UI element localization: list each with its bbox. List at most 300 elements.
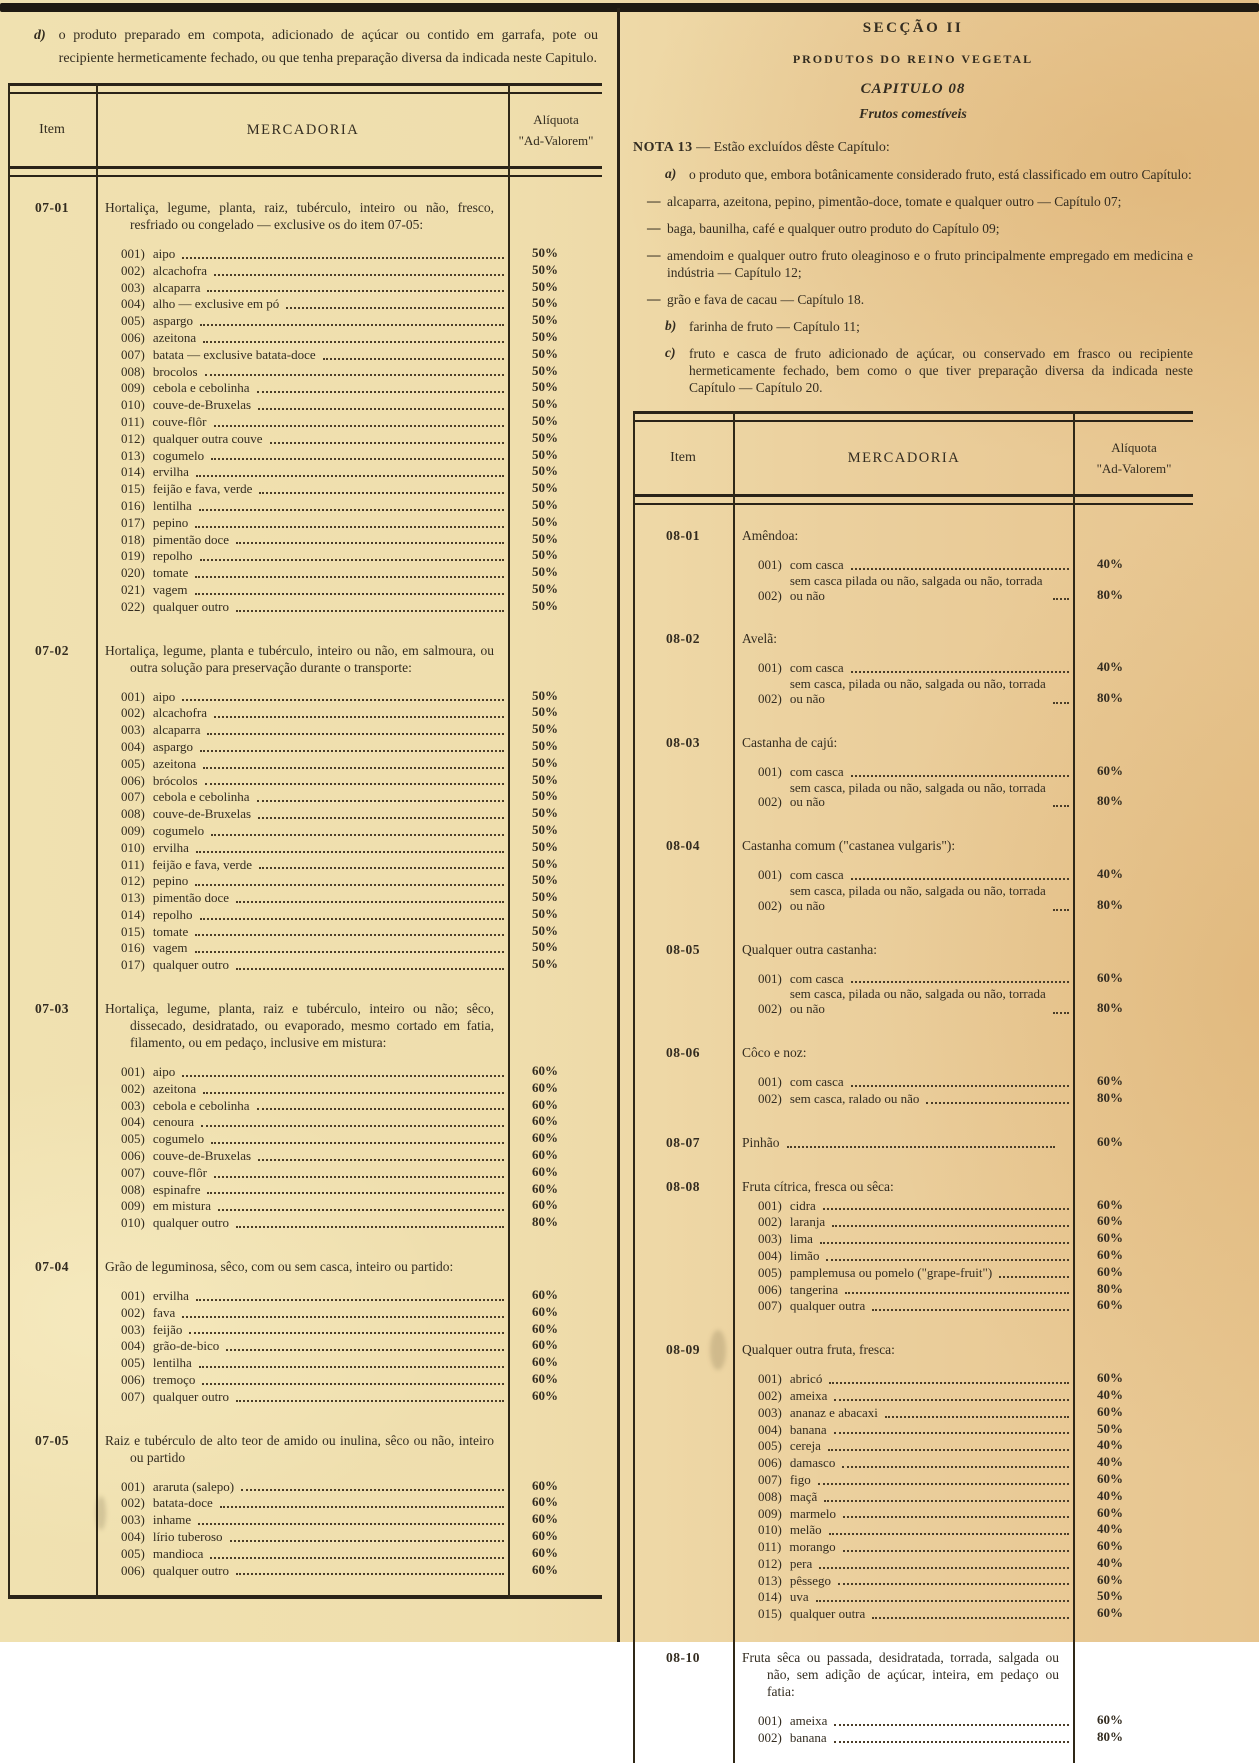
column-header-mercadoria: MERCADORIA	[847, 449, 961, 466]
entry-rate: 80%	[1097, 1280, 1123, 1296]
entry-rate: 50%	[532, 278, 558, 294]
nota-item	[633, 166, 1193, 183]
entry-name: batata-doce	[152, 1495, 213, 1511]
entry-number: 013)	[758, 1572, 782, 1588]
nota-item-label: —	[647, 193, 661, 208]
item-rate: 60%	[1097, 1133, 1123, 1149]
entry-name: qualquer outro	[152, 598, 230, 614]
item-description: Raiz e tubérculo de alto teor de amido ou inulina, sêco ou não, inteiro ou partido	[105, 1432, 494, 1465]
entry-rate: 60%	[1097, 1712, 1123, 1728]
table-entry-row	[8, 599, 602, 615]
entry-rate: 60%	[1097, 1072, 1123, 1088]
entry-number: 009)	[758, 1505, 782, 1521]
entry-rate: 60%	[532, 1197, 558, 1213]
entry-number: 007)	[121, 1388, 145, 1404]
entry-rate: 60%	[1097, 1297, 1123, 1313]
left-table-body	[8, 199, 602, 1595]
table-entry-row	[8, 464, 602, 480]
entry-number: 015)	[758, 1606, 782, 1622]
item-description: Hortaliça, legume, planta e tubérculo, inteiro ou não, em salmoura, ou outra solução para preservação durante o transporte:	[105, 642, 494, 675]
entry-number: 020)	[121, 565, 145, 581]
item-code: 08-08	[666, 1178, 700, 1194]
entry-rate: 60%	[532, 1287, 558, 1303]
entry-name: tangerina	[789, 1281, 839, 1297]
table-entry-row	[8, 1512, 602, 1528]
entry-rate: 50%	[532, 295, 558, 311]
item-code: 08-02	[666, 631, 700, 647]
table-entry-row	[8, 1322, 602, 1338]
entry-number: 019)	[121, 548, 145, 564]
entry-number: 002)	[121, 705, 145, 721]
entry-rate: 80%	[1097, 586, 1123, 602]
entry-name: ervilha	[152, 1288, 189, 1304]
item-description: Castanha de cajú:	[742, 734, 838, 750]
table-entry-row	[8, 263, 602, 279]
table-entry-row	[8, 347, 602, 363]
table-top-rule	[633, 411, 1193, 422]
table-entry-row	[8, 890, 602, 906]
table-entry-row	[8, 857, 602, 873]
table-entry-row	[633, 1556, 1193, 1572]
entry-rate: 60%	[532, 1387, 558, 1403]
entry-number: 004)	[121, 738, 145, 754]
entry-rate: 50%	[532, 597, 558, 613]
dot-leader	[816, 1599, 1069, 1602]
entry-number: 003)	[121, 722, 145, 738]
dot-leader	[182, 1315, 504, 1318]
entry-name: cogumelo	[152, 822, 205, 838]
entry-number: 002)	[758, 690, 782, 706]
table-section-row	[633, 630, 1193, 647]
entry-number: 001)	[758, 1371, 782, 1387]
entry-rate: 50%	[532, 261, 558, 277]
entry-name: araruta (salepo)	[152, 1478, 235, 1494]
entry-rate: 60%	[532, 1147, 558, 1163]
entry-name: marmelo	[789, 1505, 837, 1521]
nota-13-heading	[633, 140, 1193, 156]
entry-name: azeitona	[152, 329, 197, 345]
entry-rate: 40%	[1097, 1487, 1123, 1503]
item-description: Qualquer outra castanha:	[742, 941, 877, 957]
nota-item-text: grão e fava de cacau — Capítulo 18.	[667, 292, 865, 307]
entry-name: aspargo	[152, 313, 194, 329]
table-entry-row	[8, 1355, 602, 1371]
entry-name: aipo	[152, 1064, 176, 1080]
entry-name: ameixa	[789, 1713, 828, 1729]
entry-name: couve-flôr	[152, 1164, 207, 1180]
table-entry-row	[8, 330, 602, 346]
dot-leader	[1053, 597, 1069, 600]
table-entry-row	[8, 532, 602, 548]
entry-rate: 50%	[532, 704, 558, 720]
table-entry-row	[8, 380, 602, 396]
table-section-row	[8, 1000, 602, 1051]
entry-name: com casca	[789, 1073, 844, 1089]
entry-rate: 60%	[532, 1371, 558, 1387]
table-entry-row	[8, 823, 602, 839]
dot-leader	[824, 1499, 1069, 1502]
entry-name: repolho	[152, 906, 193, 922]
section-subtitle: PRODUTOS DO REINO VEGETAL	[792, 52, 1034, 66]
nota-item	[633, 193, 1193, 210]
entry-rate: 50%	[532, 838, 558, 854]
entry-rate: 60%	[532, 1354, 558, 1370]
entry-name: feijão e fava, verde	[152, 856, 252, 872]
entry-rate: 80%	[1097, 793, 1123, 809]
table-entry-row	[633, 867, 1193, 883]
dot-leader	[259, 491, 504, 494]
entry-rate: 40%	[1097, 659, 1123, 675]
table-entry-row	[8, 515, 602, 531]
dot-leader	[851, 877, 1069, 880]
dot-leader	[210, 1556, 504, 1559]
table-entry-row	[8, 739, 602, 755]
item-code: 08-01	[666, 528, 700, 543]
dot-leader	[926, 1101, 1069, 1104]
item-rate	[510, 1432, 602, 1466]
table-entry-row	[8, 940, 602, 956]
entry-name: cebola e cebolinha	[152, 380, 250, 396]
table-entry-row	[8, 907, 602, 923]
dot-leader	[211, 1141, 504, 1144]
dot-leader	[257, 799, 504, 802]
dot-leader	[851, 567, 1069, 570]
entry-name: cidra	[789, 1197, 816, 1213]
item-description-text: Pinhão	[742, 1134, 780, 1150]
entry-rate: 50%	[532, 855, 558, 871]
column-header-mercadoria: MERCADORIA	[246, 121, 360, 138]
entry-rate: 80%	[1097, 1000, 1123, 1016]
entry-rate: 50%	[532, 412, 558, 428]
table-entry-row	[8, 1131, 602, 1147]
left-column	[8, 24, 602, 1599]
table-entry-row	[8, 756, 602, 772]
entry-rate: 60%	[1097, 1196, 1123, 1212]
entry-rate: 50%	[532, 788, 558, 804]
table-entry-row	[633, 1282, 1193, 1298]
entry-number: 002)	[121, 1080, 145, 1096]
item-code: 08-09	[666, 1342, 700, 1358]
item-description: Hortaliça, legume, planta, raiz e tubérculo, inteiro ou não; sêco, dissecado, desidratado, ou evaporado, mesmo cortado em fatia, filamento, ou em pedaço, inclusive em mistura:	[105, 1001, 494, 1051]
table-entry-row	[633, 1214, 1193, 1230]
dot-leader	[182, 256, 504, 259]
entry-number: 008)	[121, 1181, 145, 1197]
entry-name: morango	[789, 1539, 836, 1555]
entry-rate: 50%	[532, 754, 558, 770]
entry-name: inhame	[152, 1512, 192, 1528]
entry-rate: 60%	[532, 1544, 558, 1560]
entry-name: com casca	[789, 763, 844, 779]
entry-number: 002)	[758, 587, 782, 603]
entry-name: lima	[789, 1231, 813, 1247]
dot-leader	[236, 967, 504, 970]
table-section-row	[8, 199, 602, 233]
entry-name: pepino	[152, 514, 189, 530]
entry-rate: 60%	[1097, 1470, 1123, 1486]
right-table-header	[633, 422, 1193, 494]
table-entry-row	[8, 582, 602, 598]
table-entry-row	[633, 1713, 1193, 1729]
entry-number: 007)	[121, 346, 145, 362]
table-entry-row	[8, 397, 602, 413]
nota-item-text: alcaparra, azeitona, pepino, pimentão-doce, tomate e qualquer outro — Capítulo 07;	[667, 194, 1122, 209]
table-entry-row	[8, 1081, 602, 1097]
dot-leader	[200, 558, 504, 561]
dot-leader	[200, 323, 504, 326]
item-rate	[1075, 837, 1193, 854]
dot-leader	[211, 833, 504, 836]
entry-rate: 60%	[532, 1113, 558, 1129]
table-entry-row	[633, 1265, 1193, 1281]
entry-number: 005)	[121, 313, 145, 329]
table-section-row	[8, 1258, 602, 1275]
intro-paragraph-text: o produto preparado em compota, adicionado de açúcar ou contido em garrafa, pote ou recipiente hermeticamente fechado, ou que tenha preparação diversa da indicada neste Capitulo.	[58, 28, 598, 66]
entry-number: 014)	[121, 906, 145, 922]
entry-number: 022)	[121, 598, 145, 614]
table-entry-row	[633, 781, 1193, 811]
table-entry-row	[633, 1489, 1193, 1505]
nota-item-text: o produto que, embora botânicamente considerado fruto, está classificado em outro Capítulo:	[689, 167, 1192, 182]
dot-leader	[823, 1207, 1069, 1210]
item-rate	[510, 1000, 602, 1051]
entry-rate: 50%	[532, 905, 558, 921]
entry-rate: 60%	[532, 1511, 558, 1527]
table-entry-row	[8, 431, 602, 447]
table-entry-row	[8, 481, 602, 497]
dot-leader	[218, 1208, 504, 1211]
table-section-row	[633, 527, 1193, 544]
entry-name: feijão e fava, verde	[152, 481, 253, 497]
entry-number: 009)	[121, 380, 145, 396]
dot-leader	[1053, 701, 1069, 704]
entry-name: lentilha	[152, 1355, 192, 1371]
entry-number: 005)	[121, 1545, 145, 1561]
entry-name: sem casca, pilada ou não, salgada ou não, torrada ou não	[789, 779, 1046, 810]
table-entry-row	[8, 1495, 602, 1511]
table-section-row	[633, 734, 1193, 751]
table-entry-row	[8, 498, 602, 514]
entry-rate: 60%	[1097, 1213, 1123, 1229]
dot-leader	[211, 457, 504, 460]
entry-number: 002)	[758, 897, 782, 913]
dot-leader	[226, 1348, 504, 1351]
entry-name: sem casca, pilada ou não, salgada ou não, torrada ou não	[789, 882, 1046, 913]
entry-rate: 60%	[1097, 1538, 1123, 1554]
entry-number: 006)	[758, 1281, 782, 1297]
entry-number: 007)	[758, 1471, 782, 1487]
entry-number: 002)	[121, 1304, 145, 1320]
entry-name: alcaparra	[152, 722, 201, 738]
dot-leader	[220, 1505, 504, 1508]
dot-leader	[236, 900, 504, 903]
dot-leader	[200, 749, 504, 752]
dot-leader	[205, 782, 504, 785]
nota-item-label: —	[647, 247, 661, 262]
table-entry-row	[633, 1573, 1193, 1589]
entry-rate: 80%	[1097, 1728, 1123, 1744]
dot-leader	[203, 340, 504, 343]
entry-number: 005)	[758, 1438, 782, 1454]
entry-number: 011)	[758, 1539, 782, 1555]
nota-item-text: farinha de fruto — Capítulo 11;	[689, 319, 860, 334]
dot-leader	[201, 1124, 504, 1127]
entry-number: 005)	[121, 1131, 145, 1147]
dot-leader	[851, 774, 1069, 777]
entry-rate: 60%	[1097, 1403, 1123, 1419]
table-entry-row	[8, 1372, 602, 1388]
entry-number: 003)	[121, 1097, 145, 1113]
entry-rate: 50%	[532, 312, 558, 328]
entry-number: 006)	[758, 1455, 782, 1471]
entry-number: 006)	[121, 1562, 145, 1578]
table-entry-row	[8, 1215, 602, 1231]
entry-rate: 50%	[532, 496, 558, 512]
entry-rate: 60%	[532, 1079, 558, 1095]
entry-number: 007)	[121, 1164, 145, 1180]
dot-leader	[195, 592, 505, 595]
table-section-row	[633, 837, 1193, 854]
entry-rate: 60%	[1097, 1504, 1123, 1520]
entry-name: grão-de-bico	[152, 1338, 220, 1354]
table-entry-row	[8, 1182, 602, 1198]
entry-rate: 80%	[1097, 689, 1123, 705]
entry-number: 004)	[121, 1338, 145, 1354]
table-entry-row	[633, 1091, 1193, 1107]
entry-number: 012)	[121, 430, 145, 446]
column-header-aliquota: Alíquota "Ad-Valorem"	[518, 112, 594, 148]
entry-rate: 40%	[1097, 1386, 1123, 1402]
dot-leader	[845, 1291, 1069, 1294]
page-top-scan-bar	[0, 3, 1259, 12]
nota-item-label: c)	[665, 345, 676, 360]
table-section-row	[8, 642, 602, 676]
entry-number: 003)	[121, 1321, 145, 1337]
item-code: 07-03	[35, 1001, 69, 1017]
table-entry-row	[8, 1479, 602, 1495]
entry-name: vagem	[152, 581, 188, 597]
table-entry-row	[8, 840, 602, 856]
item-code: 08-04	[666, 838, 700, 854]
item-code: 07-01	[35, 200, 69, 215]
entry-name: abricó	[789, 1371, 823, 1387]
table-section-row	[633, 1134, 1193, 1151]
entry-name: pêssego	[789, 1572, 832, 1588]
dot-leader	[195, 525, 504, 528]
table-entry-row	[8, 957, 602, 973]
entry-name: lentilha	[152, 497, 192, 513]
item-rate	[510, 1258, 602, 1275]
item-code: 08-03	[666, 734, 700, 750]
table-entry-row	[633, 1589, 1193, 1605]
dot-leader	[832, 1224, 1069, 1227]
table-entry-row	[633, 1298, 1193, 1314]
entry-number: 012)	[121, 873, 145, 889]
entry-rate: 60%	[532, 1303, 558, 1319]
entry-name: lírio tuberoso	[152, 1529, 223, 1545]
entry-rate: 50%	[532, 687, 558, 703]
entry-number: 018)	[121, 531, 145, 547]
entry-name: qualquer outro	[152, 957, 230, 973]
dot-leader	[843, 1515, 1069, 1518]
entry-number: 004)	[121, 1114, 145, 1130]
nota-item	[633, 345, 1193, 396]
entry-rate: 50%	[532, 396, 558, 412]
dot-leader	[202, 1382, 504, 1385]
dot-leader	[872, 1308, 1069, 1311]
entry-name: fava	[152, 1304, 176, 1320]
dot-leader	[214, 715, 504, 718]
dot-leader	[843, 1549, 1069, 1552]
nota-13-label: NOTA 13	[633, 140, 693, 155]
item-rate	[510, 642, 602, 676]
dot-leader	[834, 1431, 1069, 1434]
entry-name: laranja	[789, 1214, 826, 1230]
entry-name: brocolos	[152, 363, 198, 379]
entry-name: aipo	[152, 246, 176, 261]
dot-leader	[214, 273, 504, 276]
nota-item	[633, 247, 1193, 281]
dot-leader	[257, 1107, 504, 1110]
item-code: 08-07	[666, 1134, 700, 1150]
left-tariff-table	[8, 83, 602, 1599]
table-entry-row	[8, 689, 602, 705]
entry-number: 017)	[121, 957, 145, 973]
table-entry-row	[8, 313, 602, 329]
nota-item-label: a)	[665, 166, 677, 181]
entry-rate: 60%	[532, 1130, 558, 1146]
dot-leader	[203, 766, 504, 769]
entry-rate: 50%	[532, 513, 558, 529]
entry-number: 010)	[121, 397, 145, 413]
entry-rate: 80%	[532, 1214, 558, 1230]
entry-name: limão	[789, 1247, 820, 1263]
dot-leader	[241, 1488, 504, 1491]
table-entry-row	[8, 873, 602, 889]
right-table-body	[633, 527, 1193, 1763]
entry-rate: 60%	[532, 1337, 558, 1353]
entry-rate: 60%	[532, 1528, 558, 1544]
dot-leader	[259, 866, 504, 869]
entry-rate: 50%	[532, 939, 558, 955]
table-entry-row	[633, 1371, 1193, 1387]
table-entry-row	[8, 1148, 602, 1164]
entry-name: tomate	[152, 923, 189, 939]
entry-number: 008)	[121, 806, 145, 822]
entry-rate: 60%	[1097, 762, 1123, 778]
entry-rate: 50%	[1097, 1420, 1123, 1436]
nota-item-text: baga, baunilha, café e qualquer outro produto do Capítulo 09;	[667, 221, 1000, 236]
item-rate	[1075, 1044, 1193, 1061]
dot-leader	[199, 508, 504, 511]
entry-rate: 50%	[532, 362, 558, 378]
entry-number: 001)	[121, 1478, 145, 1494]
entry-rate: 40%	[1097, 1521, 1123, 1537]
entry-number: 014)	[758, 1589, 782, 1605]
table-entry-row	[8, 722, 602, 738]
table-section-row	[633, 1044, 1193, 1061]
dot-leader	[818, 1482, 1069, 1485]
entry-number: 006)	[121, 772, 145, 788]
dot-leader	[834, 1398, 1069, 1401]
entry-rate: 50%	[532, 429, 558, 445]
entry-rate: 50%	[1097, 1588, 1123, 1604]
table-entry-row	[8, 773, 602, 789]
entry-number: 006)	[121, 1372, 145, 1388]
entry-rate: 60%	[532, 1163, 558, 1179]
entry-number: 004)	[121, 1529, 145, 1545]
entry-name: maçã	[789, 1488, 818, 1504]
entry-name: tremoço	[152, 1372, 196, 1388]
